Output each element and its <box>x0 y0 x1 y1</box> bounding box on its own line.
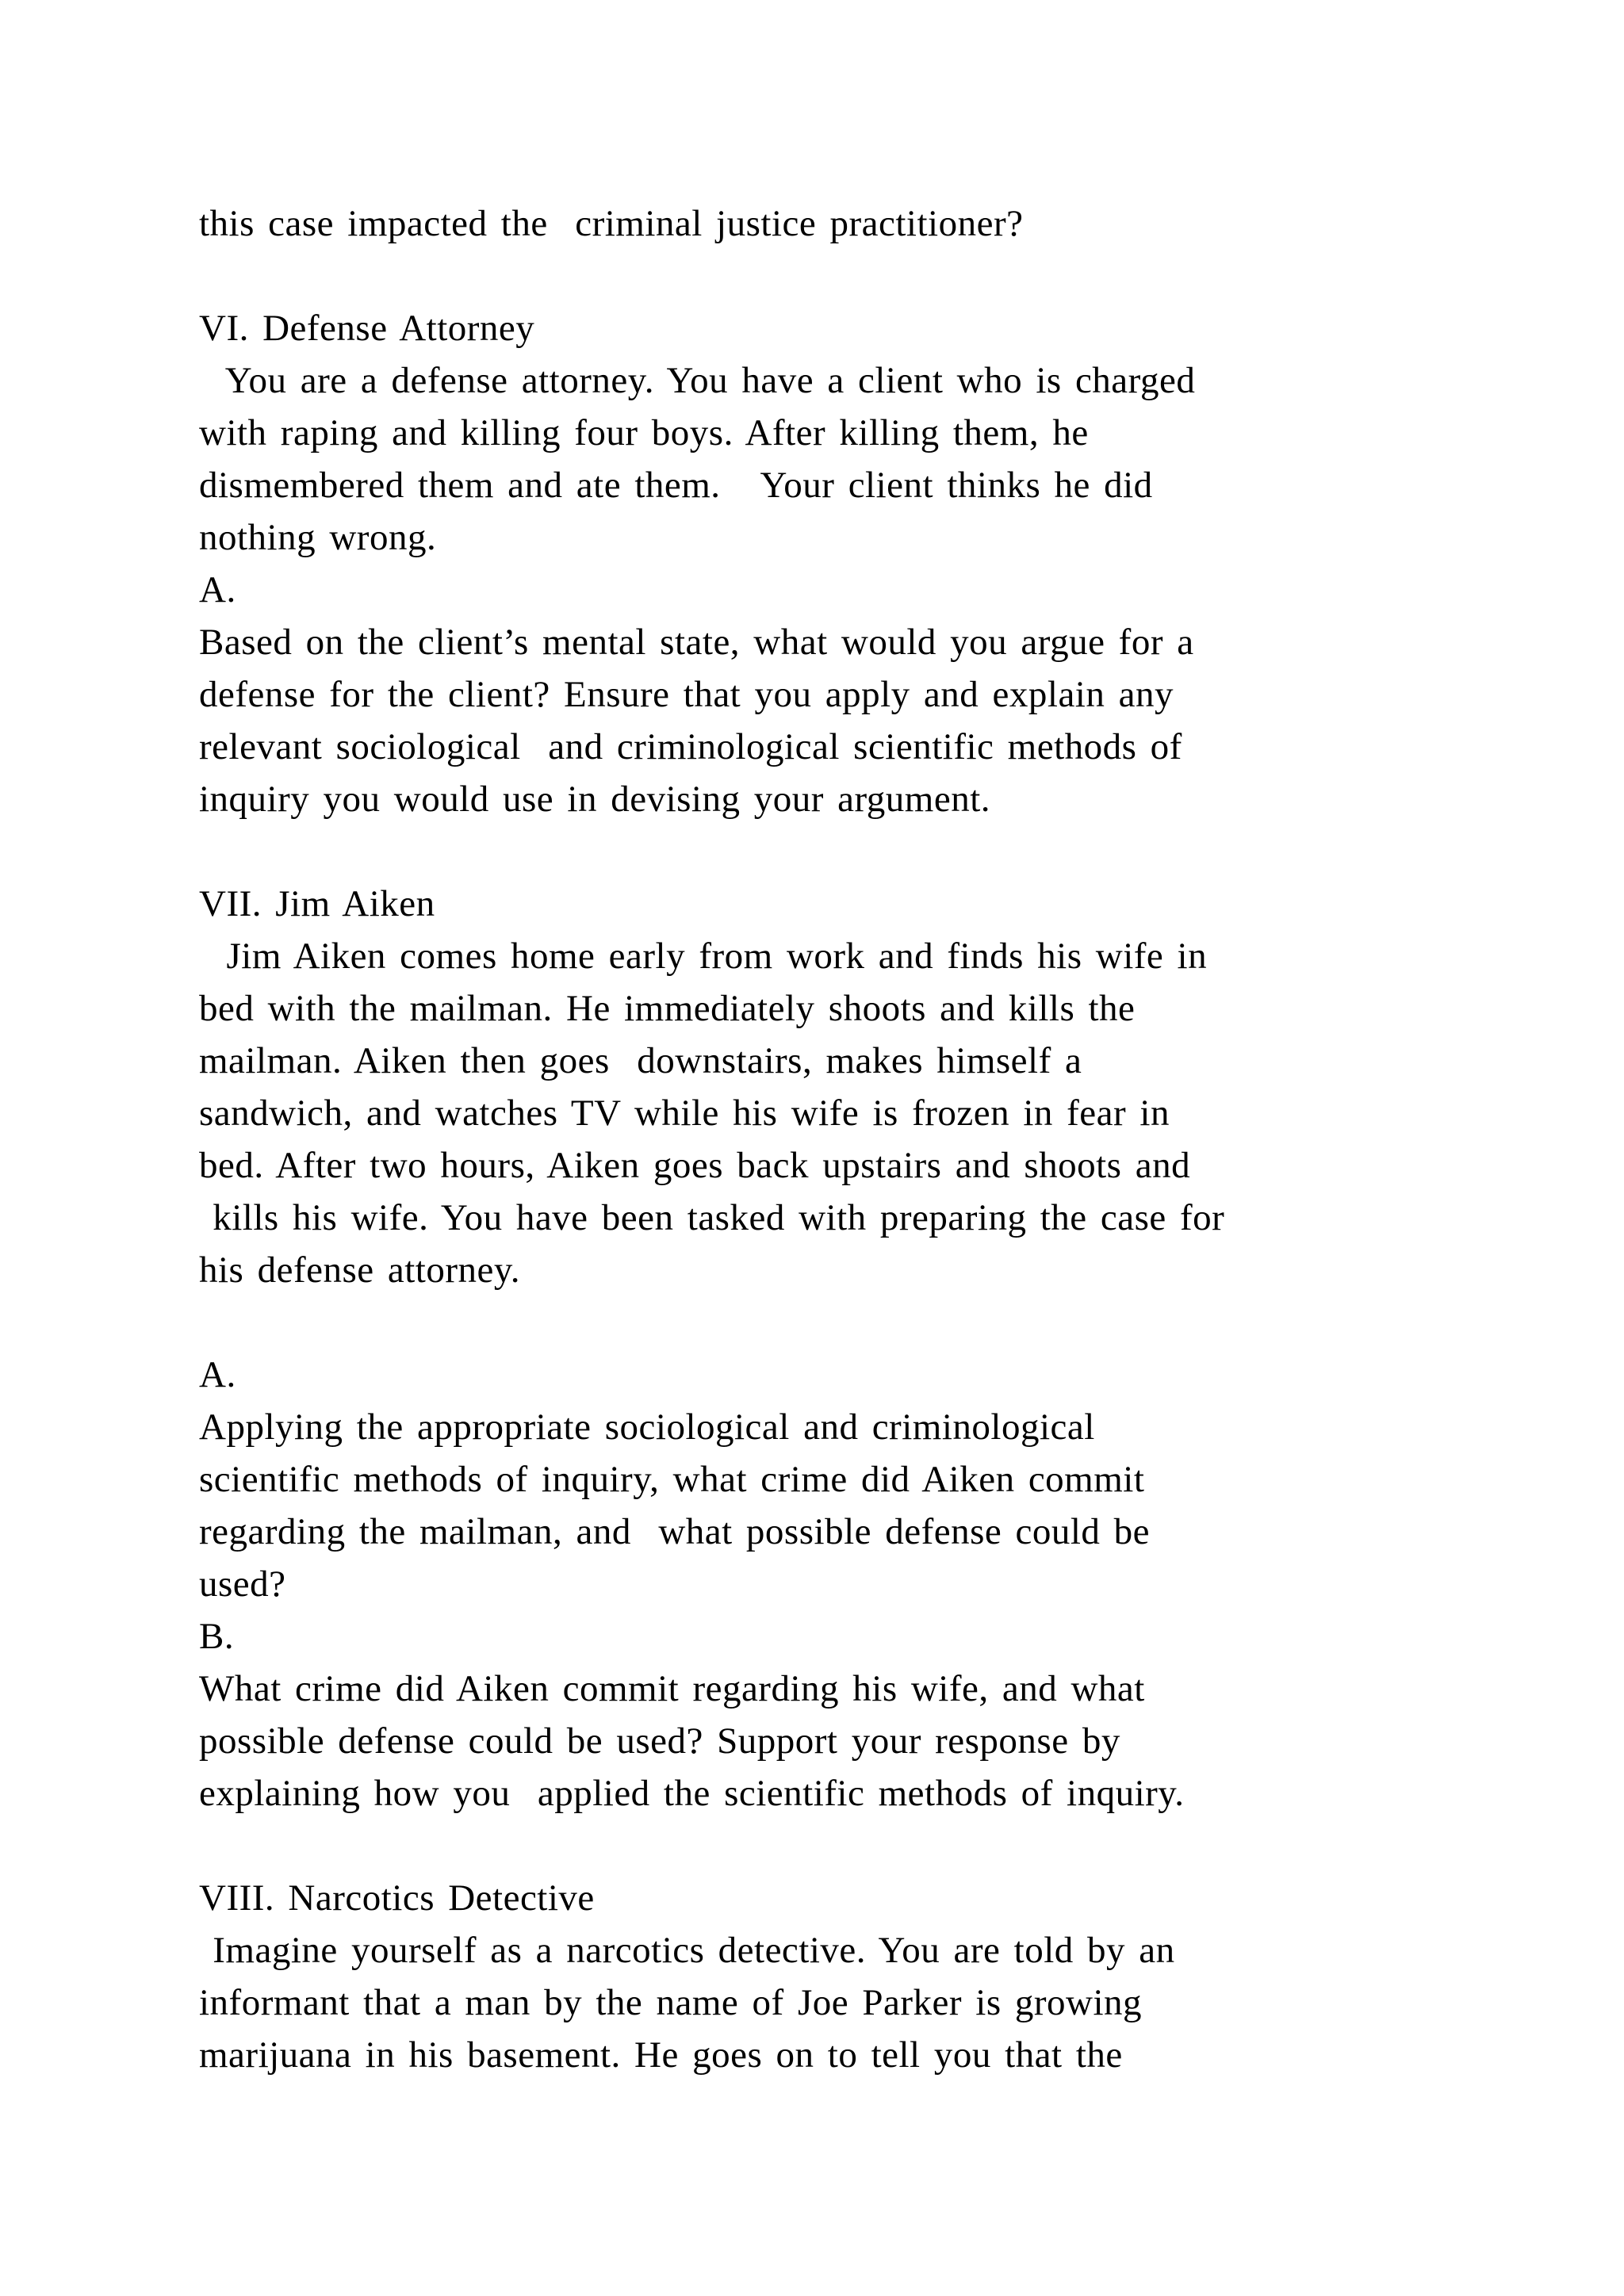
text-line: marijuana in his basement. He goes on to tell you that the <box>199 2034 1123 2076</box>
text-line: informant that a man by the name of Joe Parker is growing <box>199 1982 1143 2023</box>
text-line: Applying the appropriate sociological and criminological <box>199 1406 1095 1448</box>
text-line: explaining how you applied the scientific methods of inquiry. <box>199 1773 1185 1814</box>
section-heading-defense-attorney: VI. Defense Attorney <box>199 308 535 349</box>
question-label: B. <box>199 1616 235 1657</box>
text-line: What crime did Aiken commit regarding his wife, and what <box>199 1668 1145 1709</box>
text-line: nothing wrong. <box>199 517 437 558</box>
text-line: Based on the client’s mental state, what would you argue for a <box>199 622 1194 663</box>
text-line: sandwich, and watches TV while his wife is frozen in fear in <box>199 1093 1170 1134</box>
text-line: defense for the client? Ensure that you apply and explain any <box>199 674 1174 715</box>
text-line: You are a defense attorney. You have a client who is charged <box>199 360 1196 401</box>
text-line: his defense attorney. <box>199 1249 521 1291</box>
text-line: mailman. Aiken then goes downstairs, makes himself a <box>199 1040 1082 1081</box>
text-line: inquiry you would use in devising your argument. <box>199 779 991 820</box>
text-line: kills his wife. You have been tasked with preparing the case for <box>199 1197 1225 1238</box>
section-heading-narcotics-detective: VIII. Narcotics Detective <box>199 1877 595 1919</box>
text-line: scientific methods of inquiry, what crime did Aiken commit <box>199 1459 1145 1500</box>
text-line: this case impacted the criminal justice practitioner? <box>199 203 1024 244</box>
text-line: regarding the mailman, and what possible defense could be <box>199 1511 1151 1552</box>
text-line: possible defense could be used? Support your response by <box>199 1720 1120 1762</box>
text-line: Jim Aiken comes home early from work and finds his wife in <box>199 936 1208 977</box>
question-label: A. <box>199 569 236 610</box>
text-line: relevant sociological and criminological scientific methods of <box>199 726 1182 767</box>
text-line: Imagine yourself as a narcotics detective. You are told by an <box>199 1930 1175 1971</box>
text-line: bed. After two hours, Aiken goes back upstairs and shoots and <box>199 1145 1191 1186</box>
text-line: bed with the mailman. He immediately shoots and kills the <box>199 988 1136 1029</box>
text-line: used? <box>199 1563 286 1605</box>
section-heading-jim-aiken: VII. Jim Aiken <box>199 883 435 924</box>
text-line: dismembered them and ate them. Your client thinks he did <box>199 465 1153 506</box>
text-line: with raping and killing four boys. After killing them, he <box>199 412 1089 453</box>
question-label: A. <box>199 1354 236 1395</box>
